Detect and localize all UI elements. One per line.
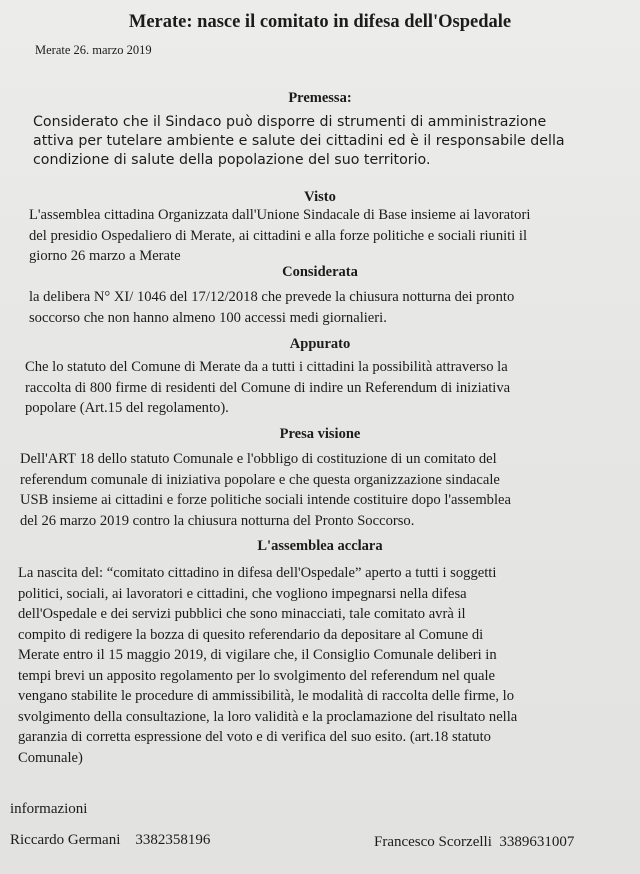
section-heading-appurato: Appurato bbox=[289, 336, 351, 352]
text-line: Comunale) bbox=[18, 749, 83, 766]
text-line: soccorso che non hanno almeno 100 accessi medi giornalieri. bbox=[29, 309, 387, 326]
section-text-presa-visione bbox=[20, 449, 511, 531]
info-label: informazioni bbox=[10, 801, 88, 817]
text-line: L'assemblea cittadina Organizzata dall'Unione Sindacale di Base insieme ai lavoratori bbox=[29, 207, 531, 223]
text-line: attiva per tutelare ambiente e salute dei cittadini ed è il responsabile della bbox=[33, 133, 565, 149]
text-line: condizione di salute della popolazione del suo territorio. bbox=[33, 152, 431, 168]
section-text-premessa bbox=[33, 113, 565, 170]
text-line: La nascita del: “comitato cittadino in difesa dell'Ospedale” aperto a tutti i soggetti bbox=[18, 565, 497, 581]
text-line: popolare (Art.15 del regolamento). bbox=[25, 400, 229, 416]
section-heading-premessa: Premessa: bbox=[288, 90, 352, 106]
text-line: Dell'ART 18 dello statuto Comunale e l'obbligo di costituzione di un comitato del bbox=[20, 451, 497, 467]
document-date: Merate 26. marzo 2019 bbox=[35, 43, 152, 57]
section-text-assemblea-acclara bbox=[18, 563, 517, 768]
section-heading-considerata: Considerata bbox=[282, 264, 358, 280]
text-line: del 26 marzo 2019 contro la chiusura notturna del Pronto Soccorso. bbox=[20, 512, 415, 529]
text-line: Che lo statuto del Comune di Merate da a tutti i cittadini la possibilità attraverso la bbox=[25, 359, 508, 375]
text-line: tempi brevi un apposito regolamento per lo svolgimento del referendum nel quale bbox=[18, 667, 495, 684]
text-line: Considerato che il Sindaco può disporre di strumenti di amministrazione bbox=[33, 114, 547, 130]
text-line: vengano stabilite le procedure di ammissibilità, le modalità di raccolta delle firme, lo bbox=[18, 688, 515, 704]
text-line: politici, sociali, ai lavoratori e cittadini, che vogliono impegnarsi nella difesa bbox=[18, 585, 467, 602]
text-line: giorno 26 marzo a Merate bbox=[29, 248, 181, 264]
text-line: del presidio Ospedaliero di Merate, ai cittadini e alla forze politiche e sociali riuniti il bbox=[29, 227, 528, 244]
text-line: dell'Ospedale e dei servizi pubblici che sono minacciati, tale comitato avrà il bbox=[18, 606, 466, 622]
text-line: Merate entro il 15 maggio 2019, di vigilare che, il Consiglio Comunale deliberi in bbox=[18, 647, 497, 663]
text-line: USB insieme ai cittadini e forze politiche sociali intende costituire dopo l'assemblea bbox=[20, 492, 511, 508]
section-text-appurato bbox=[25, 357, 510, 419]
section-heading-presa-visione: Presa visione bbox=[279, 426, 361, 442]
text-line: raccolta di 800 firme di residenti del Comune di indire un Referendum di iniziativa bbox=[25, 379, 511, 396]
section-heading-assemblea-acclara: L'assemblea acclara bbox=[257, 538, 383, 554]
document-title: Merate: nasce il comitato in difesa dell'Ospedale bbox=[128, 12, 512, 32]
text-line: svolgimento della consultazione, la loro validità e la proclamazione del risultato nella bbox=[18, 708, 518, 725]
section-text-visto bbox=[29, 205, 530, 267]
text-line: referendum comunale di iniziativa popolare e che questa organizzazione sindacale bbox=[20, 471, 500, 488]
text-line: compito di redigere la bozza di quesito referendario da depositare al Comune di bbox=[18, 626, 484, 643]
section-heading-visto: Visto bbox=[304, 189, 336, 205]
section-text-considerata bbox=[29, 287, 514, 328]
contact-riccardo-germani: Riccardo Germani 3382358196 bbox=[10, 832, 211, 848]
contact-francesco-scorzelli: Francesco Scorzelli 3389631007 bbox=[374, 834, 575, 850]
text-line: la delibera N° XI/ 1046 del 17/12/2018 che prevede la chiusura notturna dei pronto bbox=[29, 289, 515, 305]
text-line: garanzia di corretta espressione del voto e di verifica del suo esito. (art.18 statuto bbox=[18, 729, 491, 745]
